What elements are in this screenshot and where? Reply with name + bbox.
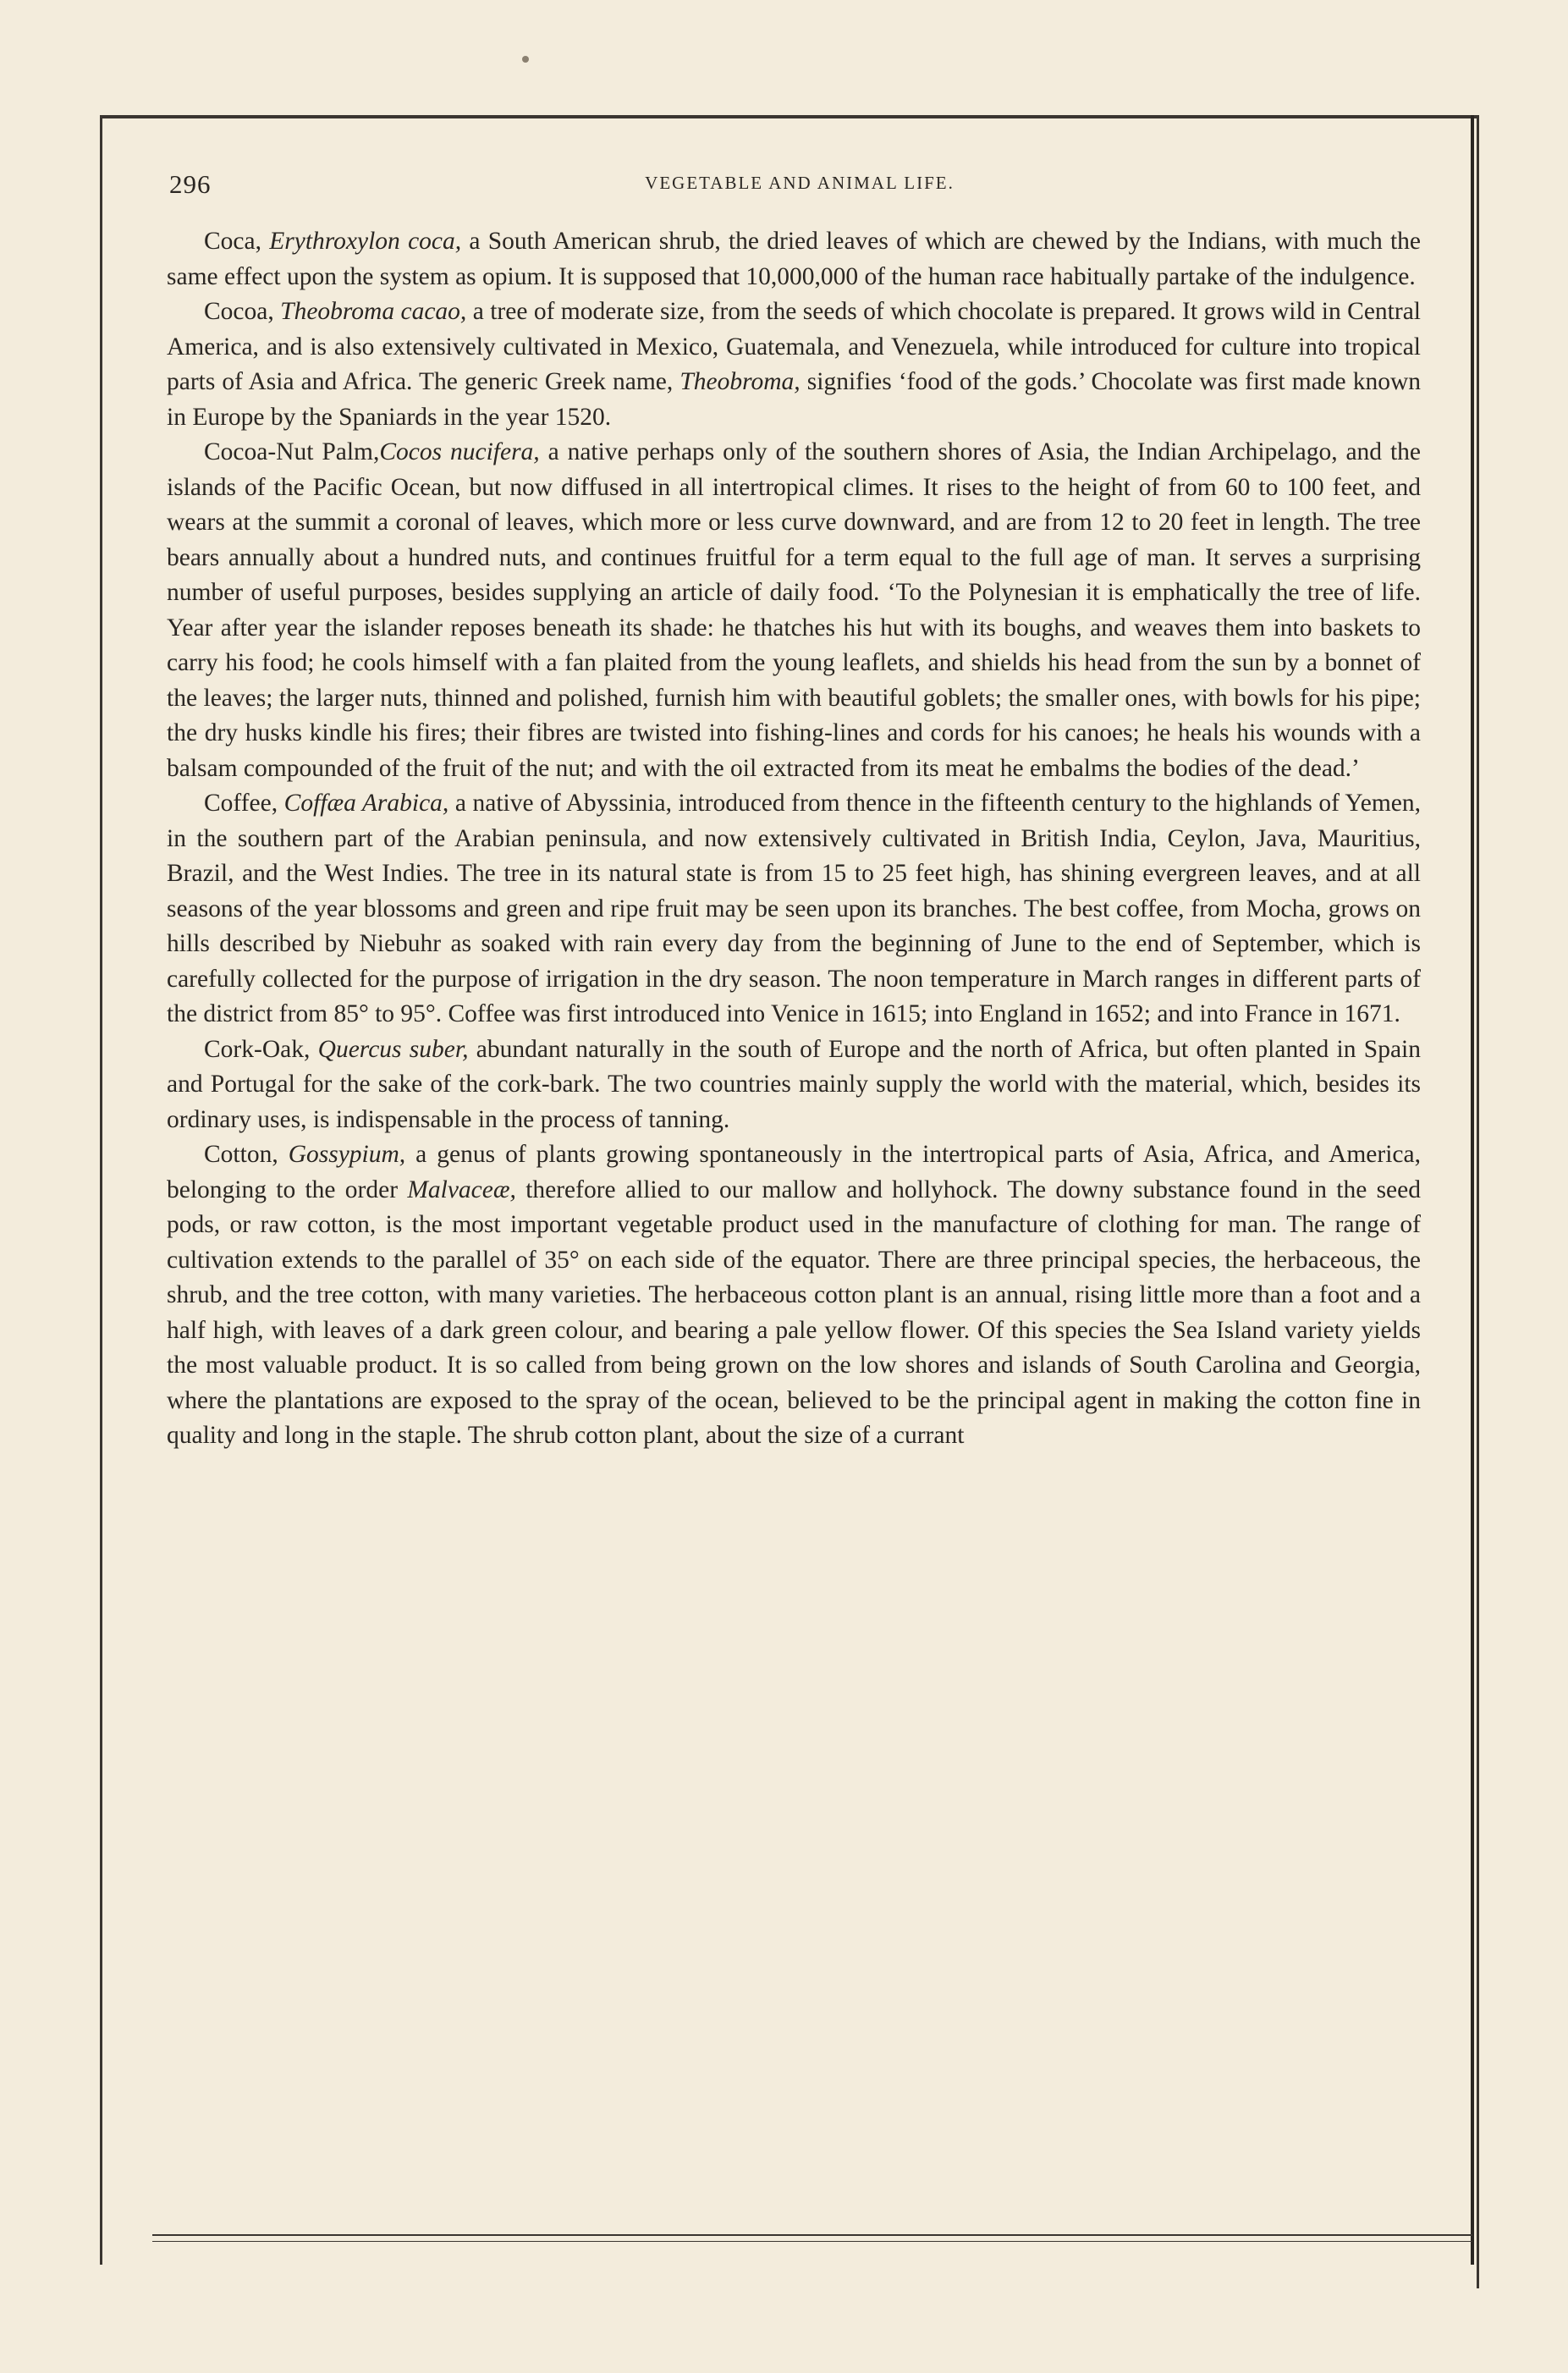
- entry-text: a native of Abyssinia, introduced from thence in the fifteenth century to the highlands of Yemen, in the southern part of the Arabian peninsula, and now extensively cultivated in British India, Ceylon, Java, Mauritius, Brazil, and the West Indies. The tree in its natural state is from 15 to 25 feet high, has shining evergreen leaves, and at all seasons of the year blossoms and green and ripe fruit may be seen upon its branches. The best coffee, from Mocha, grows on hills described by Niebuhr as soaked with rain every day from the beginning of June to the end of September, which is carefully collected for the purpose of irrigation in the dry season. The noon temperature in March ranges in different parts of the district from 85° to 95°. Coffee was first introduced into Venice in 1615; into England in 1652; and into France in 1671.: [167, 790, 1421, 1027]
- entry-text: therefore allied to our mallow and hollyhock. The downy substance found in the seed pods, or raw cotton, is the most important vegetable product used in the manufacture of clothing for man. The range of cultivation extends to the parallel of 35° on each side of the equator. There are three principal species, the herbaceous, the shrub, and the tree cotton, with many varieties. The herbaceous cotton plant is an annual, rising little more than a foot and a half high, with leaves of a dark green colour, and bearing a pale yellow flower. Of this species the Sea Island variety yields the most valuable product. It is so called from being grown on the low shores and islands of South Carolina and Georgia, where the plantations are exposed to the spray of the ocean, believed to be the principal agent in making the cotton fine in quality and long in the staple. The shrub cotton plant, about the size of a currant: [167, 1175, 1421, 1449]
- entry-latin-name: Malvaceæ,: [407, 1175, 516, 1203]
- entry-cotton: [167, 1137, 1421, 1454]
- entry-text: abundant naturally in the south of Europe and the north of Africa, but often planted in Spain and Portugal for the sake of the cork-bark. The two countries mainly supply the world with the material, which, besides its ordinary uses, is indispensable in the process of tanning.: [167, 1035, 1421, 1133]
- entry-text: signifies ‘food of the gods.’ Chocolate was first made known in Europe by the Spaniards in the year 1520.: [167, 368, 1422, 431]
- entry-text: a genus of plants growing spontaneously in the intertropical parts of Asia, Africa, and America, belonging to the order: [167, 1141, 1421, 1203]
- page-header: [169, 169, 1430, 203]
- entry-cork-oak: [167, 1032, 1421, 1138]
- ink-speck: [522, 56, 529, 63]
- running-head: VEGETABLE AND ANIMAL LIFE.: [645, 173, 955, 193]
- entry-cocoa-nut-palm: [167, 435, 1421, 786]
- entry-term: Cork-Oak,: [204, 1035, 318, 1063]
- entry-term: Coca,: [204, 228, 270, 255]
- entry-latin-name: Erythroxylon coca,: [269, 228, 462, 255]
- entry-text: a native perhaps only of the southern shores of Asia, the Indian Archipelago, and the islands of the Pacific Ocean, but now diffused in all intertropical climes. It rises to the height of from 60 to 100 feet, and wears at the summit a coronal of leaves, which more or less curve downward, and are from 12 to 20 feet in length. The tree bears annually about a hundred nuts, and continues fruitful for a term equal to the full age of man. It serves a surprising number of useful purposes, besides supplying an article of daily food. ‘To the Polynesian it is emphatically the tree of life. Year after year the islander reposes beneath its shade: he thatches his hut with its boughs, and weaves them into baskets to carry his food; he cools himself with a fan plaited from the young leaflets, and shields his head from the sun by a bonnet of the leaves; the larger nuts, thinned and polished, furnish him with beautiful goblets; the smaller ones, with bowls for his pipe; the dry husks kindle his fires; their fibres are twisted into fishing-lines and cords for his canoes; he heals his wounds with a balsam compounded of the fruit of the nut; and with the oil extracted from its meat he embalms the bodies of the dead.’: [167, 438, 1421, 782]
- page-border-right: [1471, 115, 1474, 2265]
- entry-coffee: [167, 786, 1421, 1032]
- entry-term: Cocoa-Nut Palm,: [204, 438, 380, 465]
- entry-term: Cocoa,: [204, 298, 281, 325]
- page-border-left: [100, 115, 102, 2265]
- entry-latin-name: Quercus suber,: [317, 1035, 469, 1063]
- entry-cocoa: [167, 295, 1421, 435]
- entry-latin-name: Coffæa Arabica,: [283, 790, 449, 817]
- entry-text: a tree of moderate size, from the seeds of which chocolate is prepared. It grows wild in Central America, and is also extensively cultivated in Mexico, Guatemala, and Venezuela, while introduced for culture into tropical parts of Asia and Africa. The generic Greek name,: [167, 298, 1421, 395]
- entry-term: Cotton,: [204, 1141, 289, 1168]
- entry-latin-name: Cocos nucifera,: [379, 438, 540, 465]
- entry-latin-name: Theobroma cacao,: [280, 298, 467, 325]
- entry-text: a South American shrub, the dried leaves of which are chewed by the Indians, with much the same effect upon the system as opium. It is supposed that 10,000,000 of the human race habitually partake of the indulgence.: [167, 228, 1421, 290]
- page-number: 296: [169, 169, 212, 199]
- entry-term: Coffee,: [204, 790, 284, 817]
- page-border-bottom-rule: [152, 2241, 1472, 2242]
- page-border-bottom: [152, 2234, 1472, 2236]
- entry-coca: [167, 224, 1421, 295]
- entry-latin-name: Gossypium,: [288, 1141, 406, 1168]
- page-body: [167, 224, 1421, 1454]
- entry-latin-name: Theobroma,: [679, 368, 801, 395]
